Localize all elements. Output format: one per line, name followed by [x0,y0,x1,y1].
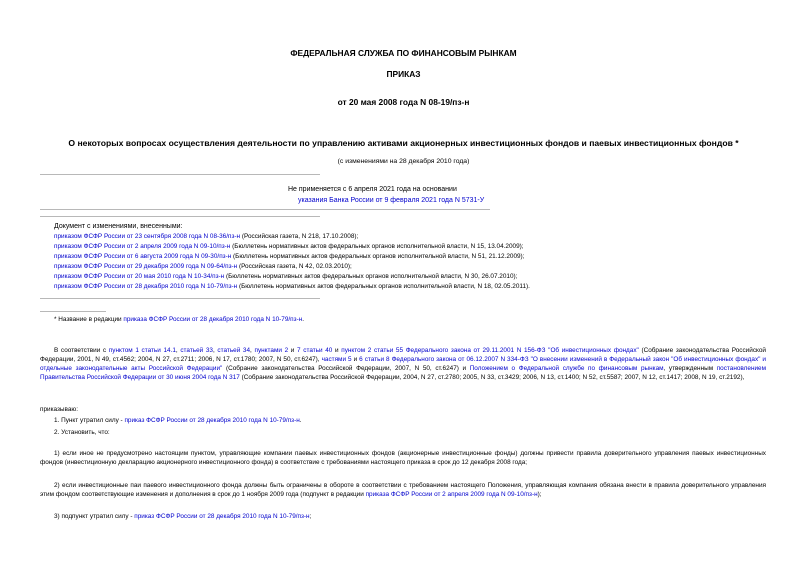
subitem-2-link[interactable]: приказа ФСФР России от 2 апреля 2009 года N 09-10/пз-н [365,491,538,498]
subitem-3: 3) подпункт утратил силу - приказ ФСФР России от 28 декабря 2010 года N 10-79/пз-н; [54,513,312,520]
order-item-2: 2. Установить, что: [54,429,110,436]
law-link[interactable]: 6 статьи 8 Федерального закона от 06.12.2007 N 334-ФЗ "О внесении изменений в Федеральный закон "Об инвестиционных фондах" и отдельные законодательные акты Российской Федерации" [40,356,767,372]
subitem-3-link[interactable]: приказ ФСФР России от 28 декабря 2010 года N 10-79/пз-н [134,513,310,520]
regulation-link[interactable]: Положением о Федеральной службе по финансовым рынкам [469,365,664,372]
law-link[interactable]: статьей 34 [217,347,251,354]
preamble-paragraph: В соответствии с пунктом 1 статьи 14.1, статьей 33, статьей 34, пунктами 2 и 7 статьи 40 и пунктом 2 статьи 55 Федерального закона от 29.11.2001 N 156-ФЗ "Об инвестиционных фондах" (Собрание законодательства Российской Федерации, 2001, N 49, ст.4562; 2004, N 27, ст.2711; 2006, N 17, ст.1780; 2007, N 50, ст.6247), частями 5 и 6 статьи 8 Федерального закона от 06.12.2007 N 334-ФЗ "О внесении изменений в Федеральный закон "Об инвестиционных фондах" и отдельные законодательные акты Российской Федерации" (Собрание законодательства Российской Федерации, 2007, N 50, ст.6247) и Положением о Федеральной службе по финансовым рынкам, утвержденным постановлением Правительства Российской Федерации от 30 июня 2004 года N 317 (Собрание законодательства Российской Федерации, 2004, N 27, ст.2780; 2005, N 33, ст.3429; 2006, N 13, ст.1400; N 52, ст.5587; 2007, N 12, ст.1417; 2008, N 19, ст.2192), [40,347,767,381]
document-title: О некоторых вопросах осуществления деятельности по управлению активами акционерных инвестиционных фондов и паевых инвестиционных фондов * [68,138,739,148]
amendment-note: (с изменениями на 28 декабря 2010 года) [337,158,470,165]
footnote-link[interactable]: приказа ФСФР России от 28 декабря 2010 года N 10-79/пз-н [123,316,303,323]
law-link[interactable]: частями 5 [321,356,352,363]
order-item-1-link[interactable]: приказ ФСФР России от 28 декабря 2010 года N 10-79/пз-н [124,417,300,424]
document-type: ПРИКАЗ [386,69,421,79]
law-link[interactable]: пунктом 2 статьи 55 Федерального закона от 29.11.2001 N 156-ФЗ "Об инвестиционных фондах" [341,347,639,354]
decree-link[interactable]: постановлением Правительства Российской Федерации от 30 июня 2004 года N 317 [40,365,766,381]
footnote-divider [40,311,106,312]
subitem-1: 1) если иное не предусмотрено настоящим пунктом, управляющие компании паевых инвестиционных фондов (акционерные инвестиционные фонды) должны привести правила доверительного управления паевых инвестиционных фондов (инвестиционную декларацию акционерного инвестиционного фонда) в соответствие с требованиями настоящего приказа в срок до 12 декабря 2008 года; [40,450,766,466]
law-link[interactable]: 7 статьи 40 [297,347,333,354]
change-item: приказом ФСФР России от 23 сентября 2008 года N 08-36/пз-н (Российская газета, N 218, 17.10.2008); [54,233,359,240]
changes-list [54,232,530,291]
change-link[interactable]: приказом ФСФР России от 2 апреля 2009 года N 09-10/пз-н [54,243,231,250]
order-intro: приказываю: [40,406,78,413]
divider [40,174,320,175]
change-item: приказом ФСФР России от 2 апреля 2009 года N 09-10/пз-н (Бюллетень нормативных актов федеральных органов исполнительной власти, N 15, 13.04.2009); [54,243,524,250]
divider [40,216,320,217]
divider [40,298,320,299]
law-link[interactable]: пунктом 1 статьи 14.1 [108,347,176,354]
subitem-2: 2) если инвестиционные паи паевого инвестиционного фонда должны быть ограничены в обороте в соответствии с требованием настоящего Положения, управляющая компания обязана внести в правила доверительного управления этим фондом соответствующие изменения и дополнения в срок до 1 ноября 2009 года (подпункт в редакции приказа ФСФР России от 2 апреля 2009 года N 09-10/пз-н); [40,482,766,498]
notice-text: Не применяется с 6 апреля 2021 года на основании [288,186,457,193]
change-link[interactable]: приказом ФСФР России от 28 декабря 2010 года N 10-79/пз-н [54,283,238,290]
footnote: * Название в редакции приказа ФСФР России от 28 декабря 2010 года N 10-79/пз-н. [54,316,305,323]
changes-heading: Документ с изменениями, внесенными: [54,223,183,230]
change-item: приказом ФСФР России от 20 мая 2010 года N 10-34/пз-н (Бюллетень нормативных актов федеральных органов исполнительной власти, N 30, 26.07.2010); [54,273,518,280]
change-item: приказом ФСФР России от 29 декабря 2009 года N 09-64/пз-н (Российская газета, N 42, 02.03.2010); [54,263,352,270]
change-item: приказом ФСФР России от 6 августа 2009 года N 09-30/пз-н (Бюллетень нормативных актов федеральных органов исполнительной власти, N 51, 21.12.2009); [54,253,525,260]
document-date-number: от 20 мая 2008 года N 08-19/пз-н [337,97,470,107]
order-item-1: 1. Пункт утратил силу - приказ ФСФР России от 28 декабря 2010 года N 10-79/пз-н. [54,417,302,424]
change-item: приказом ФСФР России от 28 декабря 2010 года N 10-79/пз-н (Бюллетень нормативных актов федеральных органов исполнительной власти, N 18, 02.05.2011). [54,283,530,290]
change-link[interactable]: приказом ФСФР России от 20 мая 2010 года N 10-34/пз-н [54,273,225,280]
change-link[interactable]: приказом ФСФР России от 6 августа 2009 года N 09-30/пз-н [54,253,232,260]
change-link[interactable]: приказом ФСФР России от 23 сентября 2008 года N 08-36/пз-н [54,233,241,240]
issuing-authority: ФЕДЕРАЛЬНАЯ СЛУЖБА ПО ФИНАНСОВЫМ РЫНКАМ [290,48,517,58]
law-link[interactable]: статьей 33 [180,347,213,354]
notice-link[interactable]: указания Банка России от 9 февраля 2021 года N 5731-У [298,197,485,204]
divider [40,209,490,210]
change-link[interactable]: приказом ФСФР России от 29 декабря 2009 года N 09-64/пз-н [54,263,238,270]
law-link[interactable]: пунктами 2 [254,347,289,354]
